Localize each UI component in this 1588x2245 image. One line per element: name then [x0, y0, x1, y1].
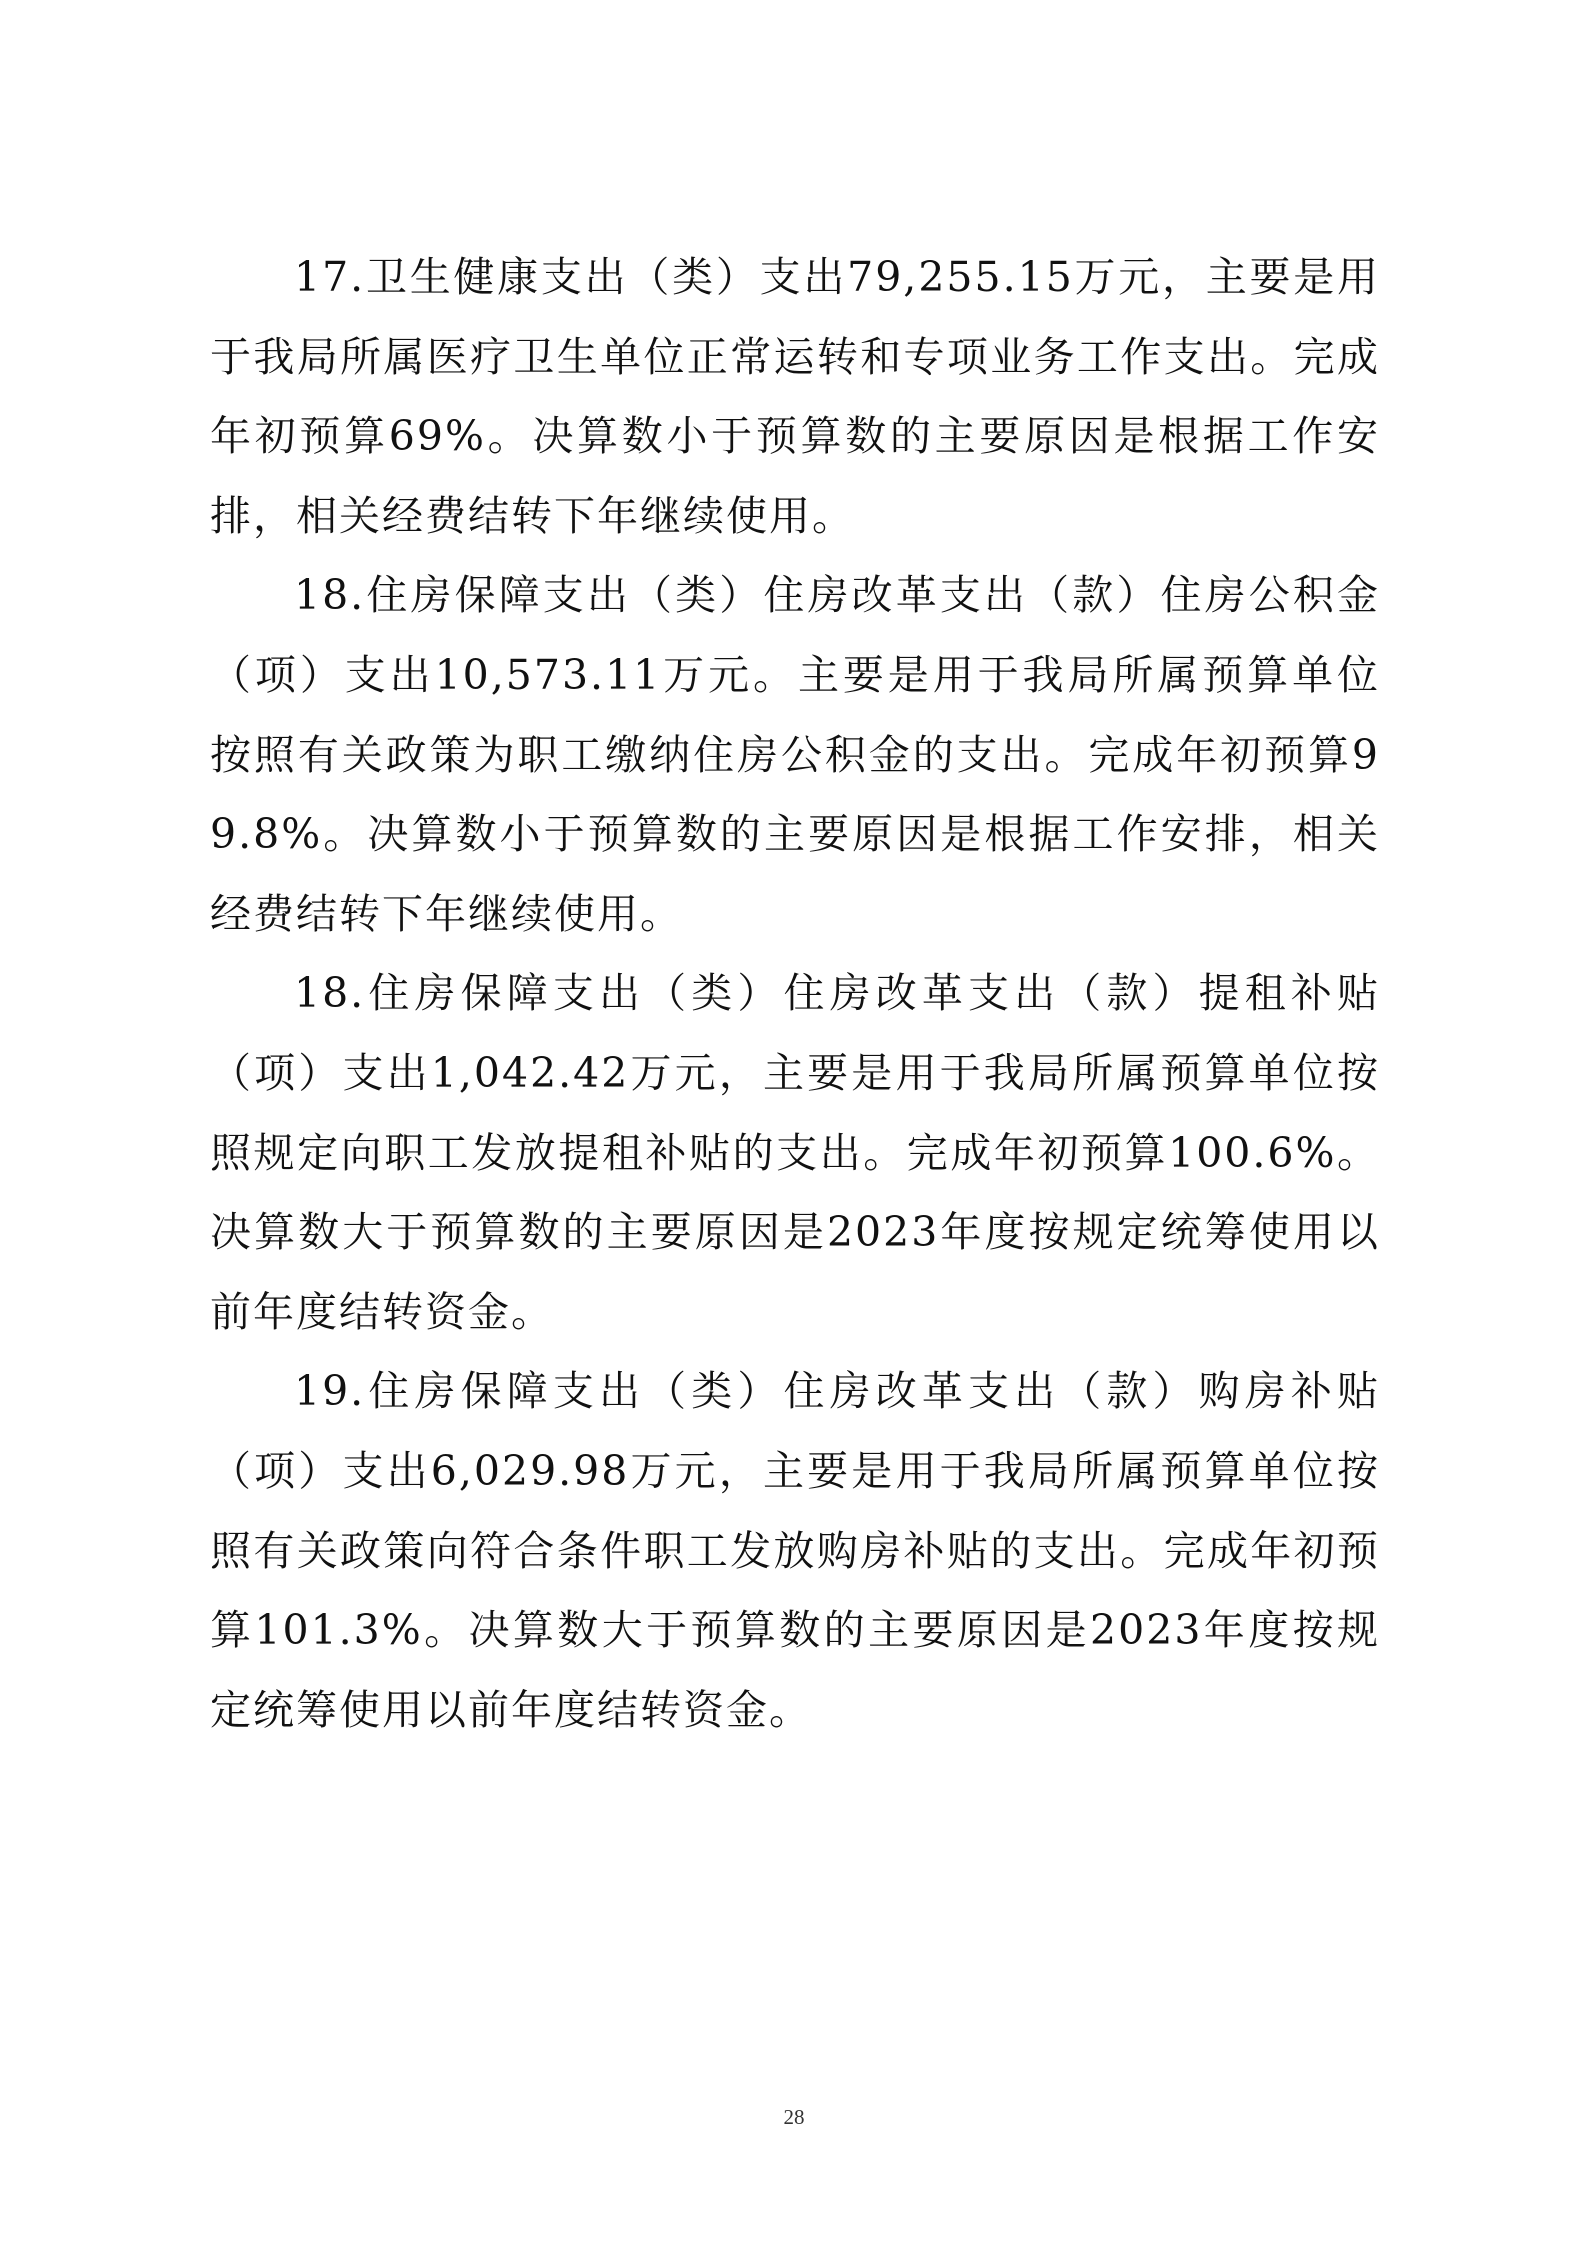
document-body [210, 238, 1380, 1750]
paragraph-rent-subsidy: 18.住房保障支出（类）住房改革支出（款）提租补贴（项）支出1,042.42万元，主要是用于我局所属预算单位按照规定向职工发放提租补贴的支出。完成年初预算100.6%。决算数大于预算数的主要原因是2023年度按规定统筹使用以前年度结转资金。 [210, 969, 1380, 1336]
paragraph-housing-provident-fund: 18.住房保障支出（类）住房改革支出（款）住房公积金（项）支出10,573.11万元。主要是用于我局所属预算单位按照有关政策为职工缴纳住房公积金的支出。完成年初预算99.8%。决算数小于预算数的主要原因是根据工作安排，相关经费结转下年继续使用。 [210, 571, 1380, 938]
paragraph-health-expenditure: 17.卫生健康支出（类）支出79,255.15万元，主要是用于我局所属医疗卫生单位正常运转和专项业务工作支出。完成年初预算69%。决算数小于预算数的主要原因是根据工作安排，相关经费结转下年继续使用。 [210, 253, 1380, 540]
paragraph-housing-purchase-subsidy: 19.住房保障支出（类）住房改革支出（款）购房补贴（项）支出6,029.98万元，主要是用于我局所属预算单位按照有关政策向符合条件职工发放购房补贴的支出。完成年初预算101.3%。决算数大于预算数的主要原因是2023年度按规定统筹使用以前年度结转资金。 [210, 1367, 1380, 1734]
page-number: 28 [783, 2105, 805, 2129]
